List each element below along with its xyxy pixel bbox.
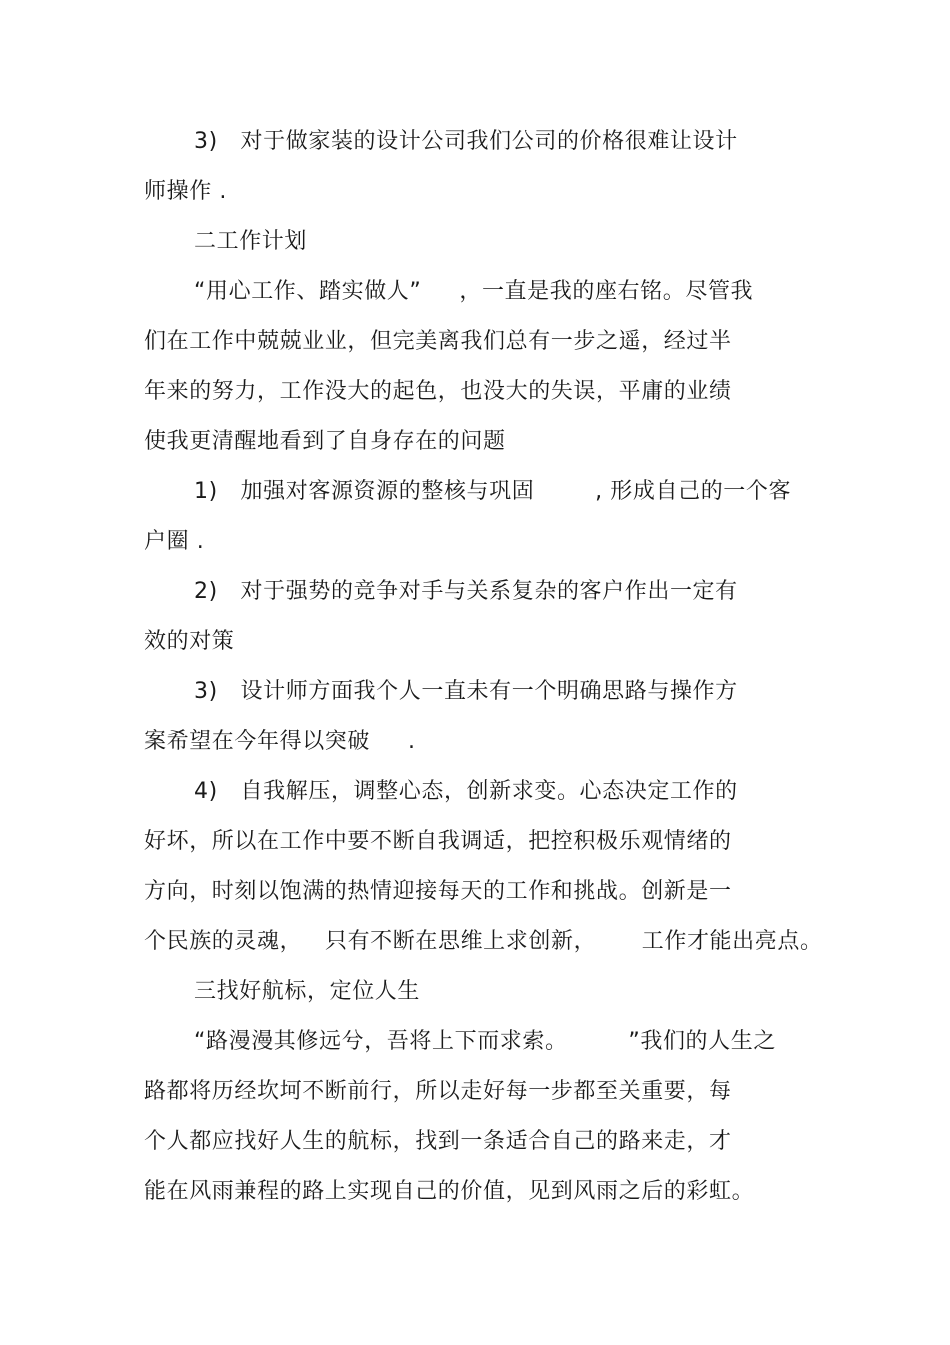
text-line: 好坏，所以在工作中要不断自我调适，把控积极乐观情绪的 xyxy=(144,829,732,854)
text-line: 效的对策 xyxy=(144,629,235,654)
text-line: 师操作 . xyxy=(144,179,227,204)
text-line: “用心工作、踏实做人” ，一直是我的座右铭。尽管我 xyxy=(194,279,754,304)
text-line: 1) 加强对客源资源的整核与巩固 , 形成自己的一个客 xyxy=(194,479,792,504)
text-line: 个民族的灵魂， 只有不断在思维上求创新， 工作才能出亮点。 xyxy=(144,929,823,954)
section-heading: 三找好航标，定位人生 xyxy=(194,979,421,1004)
text-line: 使我更清醒地看到了自身存在的问题 xyxy=(144,429,506,454)
text-line: 2) 对于强势的竞争对手与关系复杂的客户作出一定有 xyxy=(194,579,738,604)
text-line: 案希望在今年得以突破 . xyxy=(144,729,416,754)
section-heading: 二工作计划 xyxy=(194,229,308,254)
text-line: 路都将历经坎坷不断前行，所以走好每一步都至关重要，每 xyxy=(144,1079,732,1104)
text-line: 年来的努力，工作没大的起色，也没大的失误，平庸的业绩 xyxy=(144,379,732,404)
text-line: 3) 对于做家装的设计公司我们公司的价格很难让设计 xyxy=(194,129,738,154)
text-line: 4) 自我解压，调整心态，创新求变。心态决定工作的 xyxy=(194,779,738,804)
text-line: 方向，时刻以饱满的热情迎接每天的工作和挑战。创新是一 xyxy=(144,879,732,904)
text-line: 能在风雨兼程的路上实现自己的价值，见到风雨之后的彩虹。 xyxy=(144,1179,755,1204)
text-line: 个人都应找好人生的航标，找到一条适合自己的路来走，才 xyxy=(144,1129,732,1154)
text-line: 户圈 . xyxy=(144,529,205,554)
text-line: 3) 设计师方面我个人一直未有一个明确思路与操作方 xyxy=(194,679,738,704)
text-line: “路漫漫其修远兮，吾将上下而求索。 ”我们的人生之 xyxy=(194,1029,776,1054)
text-line: 们在工作中兢兢业业，但完美离我们总有一步之遥，经过半 xyxy=(144,329,732,354)
